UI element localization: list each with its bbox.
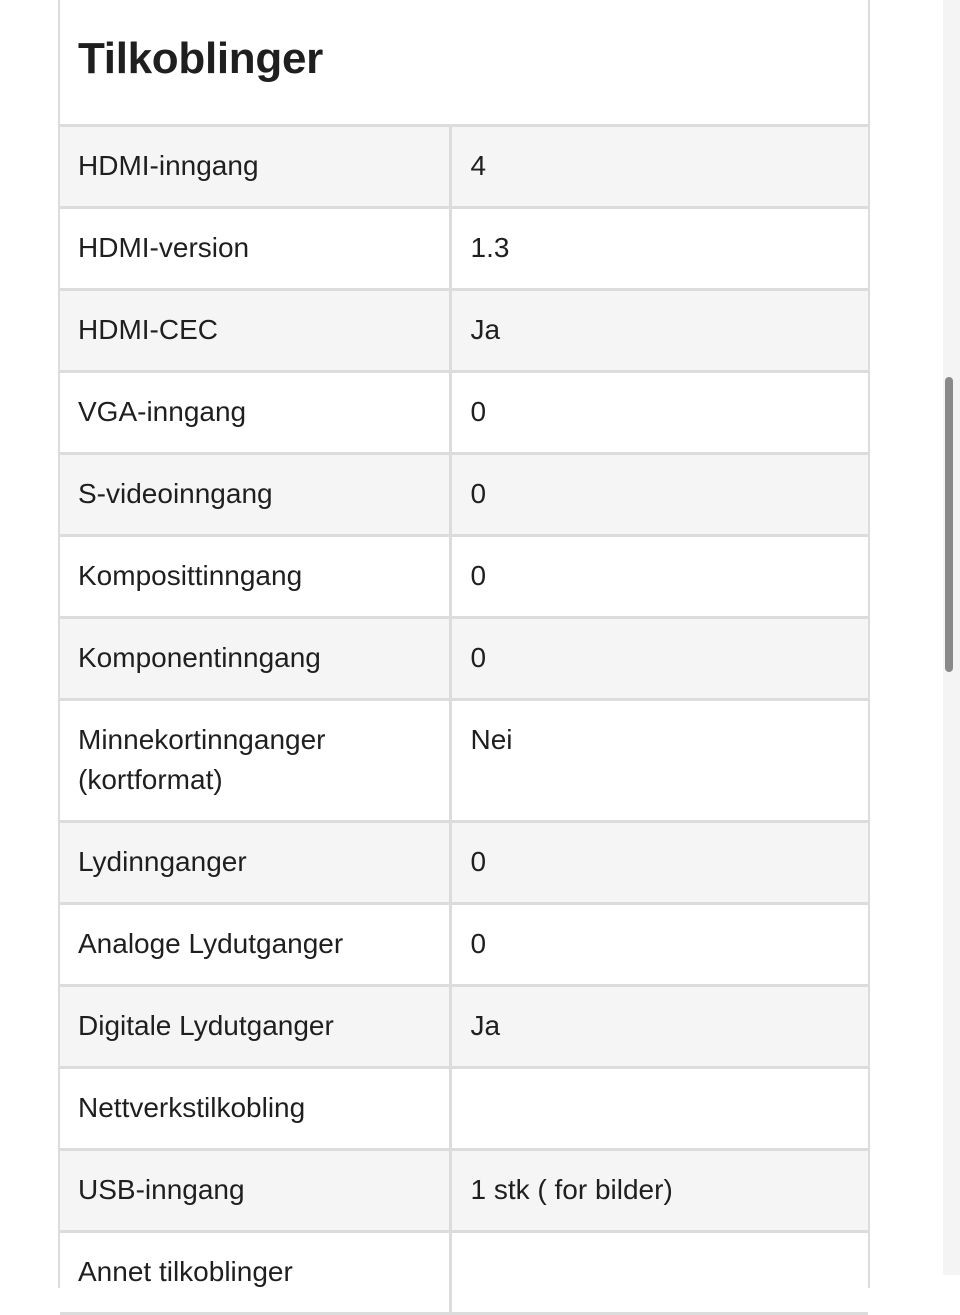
row-value: 4: [450, 127, 868, 208]
table-row: [60, 904, 868, 986]
row-value: 0: [450, 536, 868, 618]
table-row: [60, 986, 868, 1068]
table-row: [60, 618, 868, 700]
row-label: HDMI-inngang: [60, 127, 450, 208]
table-row: [60, 1150, 868, 1232]
row-label: HDMI-CEC: [60, 290, 450, 372]
row-label: Minnekortinnganger (kortformat): [60, 700, 450, 822]
row-label: Nettverkstilkobling: [60, 1068, 450, 1150]
row-value: 1.3: [450, 208, 868, 290]
section-header: [60, 0, 868, 127]
section-title: Tilkoblinger: [78, 34, 323, 83]
row-label: Komposittinngang: [60, 536, 450, 618]
table-row: [60, 208, 868, 290]
row-value: 0: [450, 618, 868, 700]
row-label: Lydinnganger: [60, 822, 450, 904]
row-value: 0: [450, 904, 868, 986]
row-label: Annet tilkoblinger: [60, 1232, 450, 1314]
row-value: Ja: [450, 986, 868, 1068]
row-label: Digitale Lydutganger: [60, 986, 450, 1068]
table-row: [60, 822, 868, 904]
row-label: Analoge Lydutganger: [60, 904, 450, 986]
spec-table: [60, 127, 868, 1315]
row-value: Nei: [450, 700, 868, 822]
row-value: 0: [450, 372, 868, 454]
table-row: [60, 372, 868, 454]
row-value: Ja: [450, 290, 868, 372]
table-row: [60, 700, 868, 822]
row-value: 0: [450, 822, 868, 904]
table-row: [60, 1232, 868, 1314]
row-label: Komponentinngang: [60, 618, 450, 700]
row-label: USB-inngang: [60, 1150, 450, 1232]
table-row: [60, 290, 868, 372]
table-row: [60, 1068, 868, 1150]
row-value: [450, 1068, 868, 1150]
scrollbar-thumb[interactable]: [945, 377, 953, 672]
row-label: S-videoinngang: [60, 454, 450, 536]
row-value: 1 stk ( for bilder): [450, 1150, 868, 1232]
table-row: [60, 454, 868, 536]
row-label: VGA-inngang: [60, 372, 450, 454]
row-label: HDMI-version: [60, 208, 450, 290]
row-value: 0: [450, 454, 868, 536]
table-row: [60, 536, 868, 618]
spec-panel: [58, 0, 870, 1288]
row-value: [450, 1232, 868, 1314]
table-row: [60, 127, 868, 208]
